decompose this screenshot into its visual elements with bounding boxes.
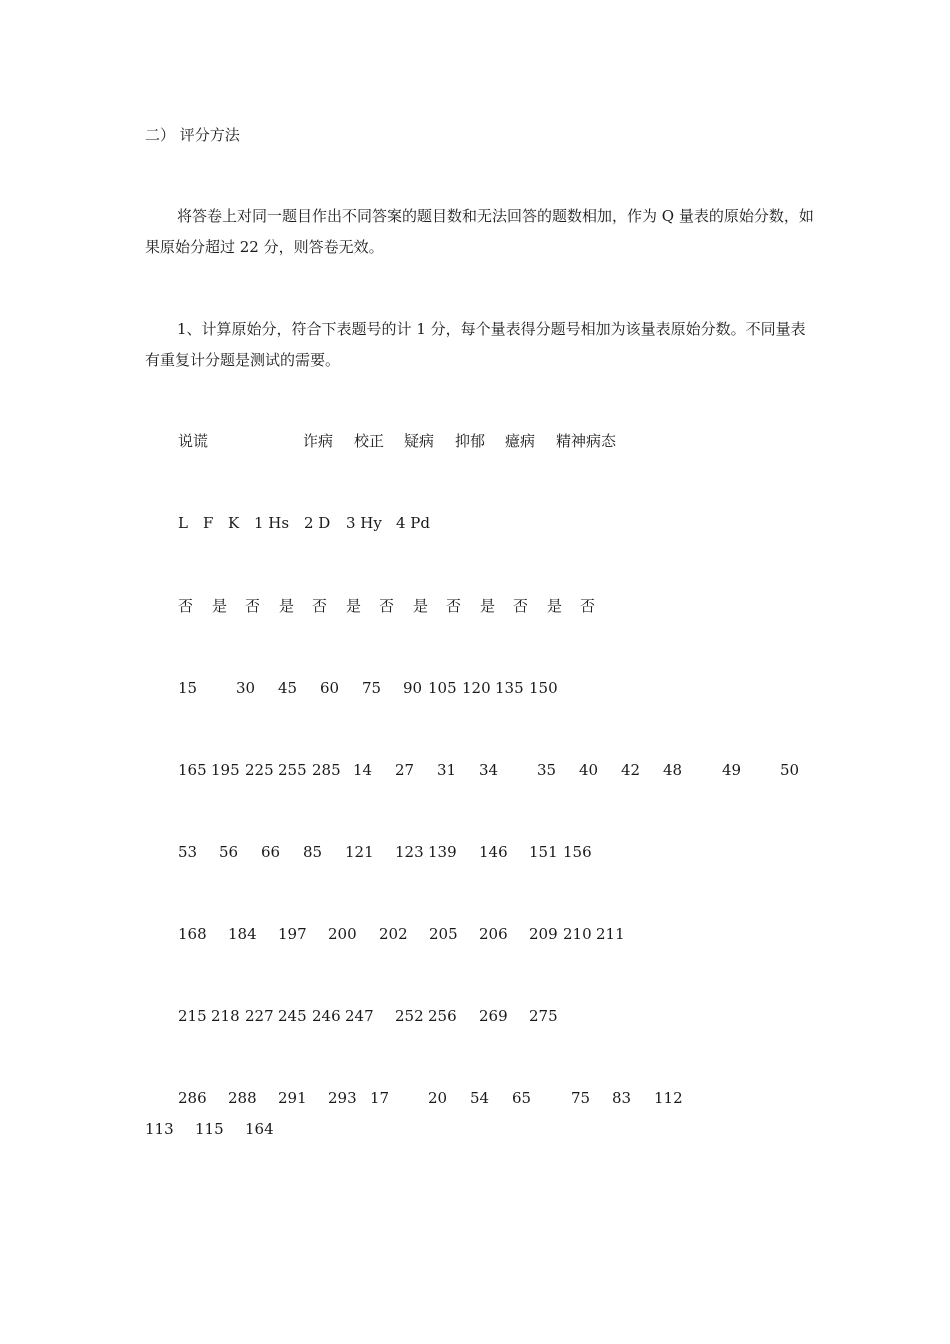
item-number: 227 <box>245 1007 274 1025</box>
item-number: 285 <box>312 761 341 779</box>
item-number: 83 <box>612 1089 632 1107</box>
item-number: 123 <box>395 843 424 861</box>
answer-cell: 是 <box>547 597 563 615</box>
scale-name: 诈病 <box>303 432 334 450</box>
answer-cell: 否 <box>178 597 194 615</box>
item-number: 14 <box>353 761 373 779</box>
scale-name: 校正 <box>354 432 385 450</box>
item-number: 247 <box>345 1007 374 1025</box>
item-number: 210 <box>563 925 592 943</box>
item-number: 146 <box>479 843 508 861</box>
answer-cell: 是 <box>480 597 496 615</box>
answer-cell: 是 <box>279 597 295 615</box>
item-number: 54 <box>470 1089 490 1107</box>
item-number: 202 <box>379 925 408 943</box>
item-number: 17 <box>370 1089 390 1107</box>
item-number: 205 <box>429 925 458 943</box>
answer-cell: 否 <box>312 597 328 615</box>
scale-code: 1 Hs <box>254 514 290 532</box>
item-number: 286 <box>178 1089 207 1107</box>
item-number: 105 <box>428 679 457 697</box>
scale-code: 2 D <box>304 514 331 532</box>
item-number: 225 <box>245 761 274 779</box>
item-number: 165 <box>178 761 207 779</box>
item-number: 195 <box>211 761 240 779</box>
scale-name: 癔病 <box>505 432 536 450</box>
item-number: 215 <box>178 1007 207 1025</box>
item-number: 45 <box>278 679 298 697</box>
scale-code: F <box>203 514 214 532</box>
item-number: 164 <box>245 1120 274 1138</box>
section-heading: 二） 评分方法 <box>145 126 240 144</box>
scale-code: 4 Pd <box>396 514 431 532</box>
answer-cell: 是 <box>413 597 429 615</box>
item-number: 139 <box>428 843 457 861</box>
scale-code: K <box>228 514 240 532</box>
answer-cell: 是 <box>346 597 362 615</box>
item-number: 65 <box>512 1089 532 1107</box>
item-number: 293 <box>328 1089 357 1107</box>
item-number: 27 <box>395 761 415 779</box>
item-number: 30 <box>236 679 256 697</box>
item-number: 200 <box>328 925 357 943</box>
item-number: 50 <box>780 761 800 779</box>
item-number: 150 <box>529 679 558 697</box>
item-number: 246 <box>312 1007 341 1025</box>
item-number: 35 <box>537 761 557 779</box>
item-number: 49 <box>722 761 742 779</box>
item-number: 42 <box>621 761 641 779</box>
item-number: 151 <box>529 843 558 861</box>
answer-cell: 否 <box>580 597 596 615</box>
answer-cell: 否 <box>446 597 462 615</box>
item-number: 275 <box>529 1007 558 1025</box>
item-number: 206 <box>479 925 508 943</box>
item-number: 53 <box>178 843 198 861</box>
item-number: 121 <box>345 843 374 861</box>
item-number: 120 <box>462 679 491 697</box>
item-number: 56 <box>219 843 239 861</box>
scale-name: 疑病 <box>404 432 435 450</box>
answer-cell: 否 <box>513 597 529 615</box>
item-number: 40 <box>579 761 599 779</box>
item-number: 197 <box>278 925 307 943</box>
item-number: 156 <box>563 843 592 861</box>
item-number: 252 <box>395 1007 424 1025</box>
scale-code: L <box>178 514 188 532</box>
item-number: 211 <box>596 925 625 943</box>
item-number: 90 <box>403 679 423 697</box>
item-number: 75 <box>362 679 382 697</box>
item-number: 245 <box>278 1007 307 1025</box>
scale-code: 3 Hy <box>346 514 382 532</box>
item-number: 256 <box>428 1007 457 1025</box>
answer-cell: 是 <box>212 597 228 615</box>
item-number: 112 <box>654 1089 683 1107</box>
item-number: 168 <box>178 925 207 943</box>
item-number: 135 <box>495 679 524 697</box>
item-number: 288 <box>228 1089 257 1107</box>
item-number: 113 <box>145 1120 174 1138</box>
item-number: 209 <box>529 925 558 943</box>
item-number: 31 <box>437 761 457 779</box>
paragraph-raw-score: 1、计算原始分，符合下表题号的计 1 分，每个量表得分题号相加为该量表原始分数。不同量表有重复计分题是测试的需要。 <box>145 320 806 369</box>
paragraph-duplicate-answers: 将答卷上对同一题目作出不同答案的题目数和无法回答的题数相加，作为 Q 量表的原始分数，如果原始分超过 22 分，则答卷无效。 <box>145 207 814 256</box>
item-number: 269 <box>479 1007 508 1025</box>
item-number: 66 <box>261 843 281 861</box>
item-number: 20 <box>428 1089 448 1107</box>
item-number: 48 <box>663 761 683 779</box>
scale-name: 说谎 <box>178 432 209 450</box>
item-number: 15 <box>178 679 198 697</box>
item-number: 34 <box>479 761 499 779</box>
scale-name: 抑郁 <box>455 432 486 450</box>
item-number: 184 <box>228 925 257 943</box>
answer-cell: 否 <box>379 597 395 615</box>
item-number: 75 <box>571 1089 591 1107</box>
item-number: 60 <box>320 679 340 697</box>
item-number: 218 <box>211 1007 240 1025</box>
scale-name: 精神病态 <box>556 432 617 450</box>
item-number: 85 <box>303 843 323 861</box>
item-number: 291 <box>278 1089 307 1107</box>
item-number: 115 <box>195 1120 224 1138</box>
answer-cell: 否 <box>245 597 261 615</box>
item-number: 255 <box>278 761 307 779</box>
